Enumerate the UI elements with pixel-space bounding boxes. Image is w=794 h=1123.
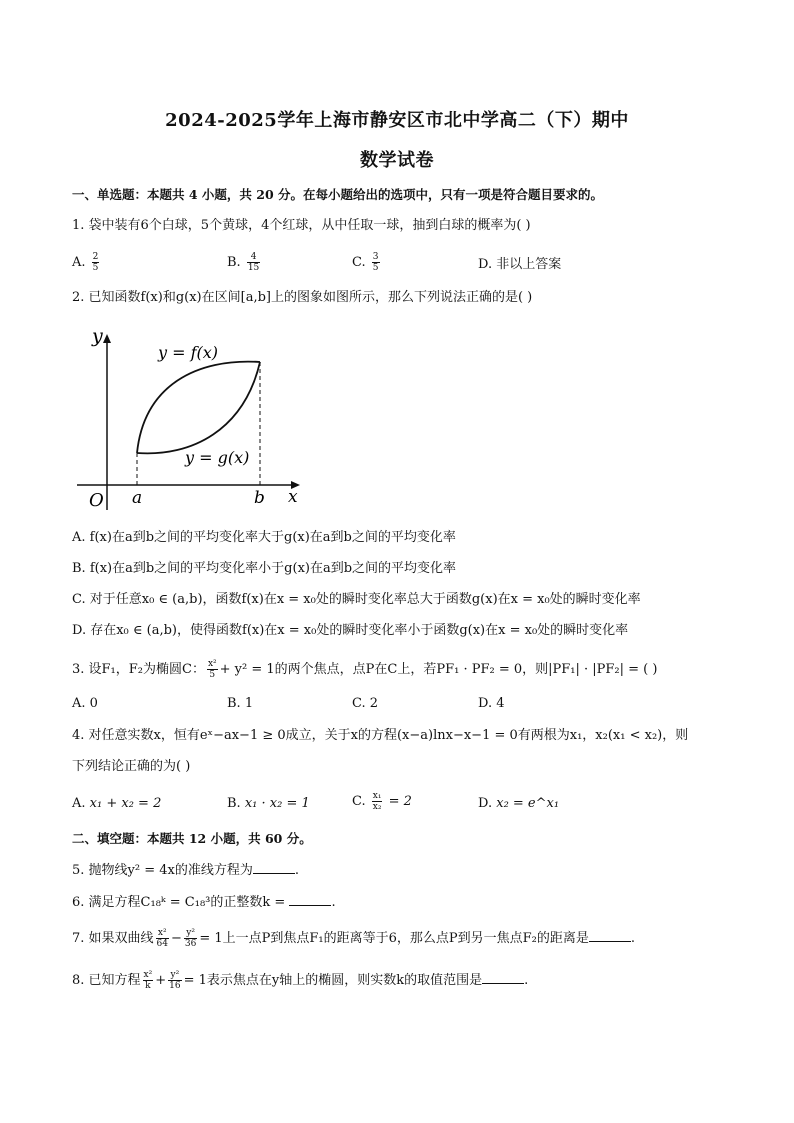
q1-option-d: D. 非以上答案 [478,257,562,272]
y-axis-label: y [92,325,103,347]
q4-option-a: A. x₁ + x₂ = 2 [72,796,162,811]
x-axis-label: x [288,487,298,507]
q4-option-b: B. x₁ · x₂ = 1 [227,796,310,811]
question-4-stem-line1: 4. 对任意实数x，恒有eˣ−ax−1 ≥ 0成立，关于x的方程(x−a)lnx−x−1 = 0有两根为x₁，x₂(x₁ < x₂)，则 [72,728,689,743]
question-6: 6. 满足方程C₁₈ᵏ = C₁₈³的正整数k = . [72,895,336,910]
g-curve [137,362,260,453]
q2-option-c: C. 对于任意x₀ ∈ (a,b)，函数f(x)在x = x₀处的瞬时变化率总大于函数g(x)在x = x₀处的瞬时变化率 [72,592,641,607]
question-1-stem: 1. 袋中装有6个白球，5个黄球，4个红球，从中任取一球，抽到白球的概率为( ) [72,218,531,233]
q2-option-d: D. 存在x₀ ∈ (a,b)，使得函数f(x)在x = x₀处的瞬时变化率小于函数g(x)在x = x₀处的瞬时变化率 [72,623,629,638]
question-3-stem: 3. 设F₁，F₂为椭圆C： $\frac{\text{x²}}{5}$ + y² = 1的两个焦点，点P在C上，若PF₁ · PF₂ = 0，则|PF₁| · |PF₂| = ( ) [72,659,658,680]
f-curve-label: y = f(x) [158,343,219,362]
q1-option-b: B. $\frac{4}{15}$ [227,252,260,273]
section-heading-single-choice: 一、单选题：本题共 4 小题，共 20 分。在每小题给出的选项中，只有一项是符合题目要求的。 [72,187,604,202]
question-4-stem-line2: 下列结论正确的为( ) [72,759,191,774]
answer-blank [589,929,631,942]
question-2-stem: 2. 已知函数f(x)和g(x)在区间[a,b]上的图象如图所示，那么下列说法正确的是( ) [72,290,533,305]
origin-label: O [89,490,104,511]
question-5: 5. 抛物线y² = 4x的准线方程为 . [72,863,299,878]
q4-option-c: C. $\frac{\text{x₁}}{\text{x₂}}$ = 2 [352,791,412,812]
q3-option-d: D. 4 [478,696,505,711]
exam-subtitle: 数学试卷 [360,150,434,171]
g-curve-label: y = g(x) [185,448,250,467]
q2-option-a: A. f(x)在a到b之间的平均变化率大于g(x)在a到b之间的平均变化率 [72,530,456,545]
answer-blank [482,971,524,984]
q3-option-c: C. 2 [352,696,379,711]
section-heading-fill-blank: 二、填空题：本题共 12 小题，共 60 分。 [72,831,312,846]
b-label: b [254,488,265,508]
q1-option-a: A. $\frac{2}{5}$ [72,252,99,273]
a-label: a [132,488,143,508]
q3-option-a: A. 0 [72,696,98,711]
q4-option-d: D. x₂ = e^x₁ [478,796,560,811]
question-8: 8. 已知方程 $\frac{\text{x²}}{k}$ + $\frac{\text{y²}}{16}$ = 1表示焦点在y轴上的椭圆，则实数k的取值范围是 . [72,970,529,991]
y-axis-arrow [103,334,111,343]
question-7: 7. 如果双曲线 $\frac{\text{x²}}{64}$ − $\frac{\text{y²}}{36}$ = 1上一点P到焦点F₁的距离等于6，那么点P到另一焦点F₂的距离是 . [72,928,636,949]
answer-blank [289,893,331,906]
exam-title: 2024-2025学年上海市静安区市北中学高二（下）期中 [165,110,629,131]
q1-option-c: C. $\frac{3}{5}$ [352,252,379,273]
q2-option-b: B. f(x)在a到b之间的平均变化率小于g(x)在a到b之间的平均变化率 [72,561,457,576]
q2-function-graph [72,320,312,515]
answer-blank [253,861,295,874]
q3-option-b: B. 1 [227,696,254,711]
